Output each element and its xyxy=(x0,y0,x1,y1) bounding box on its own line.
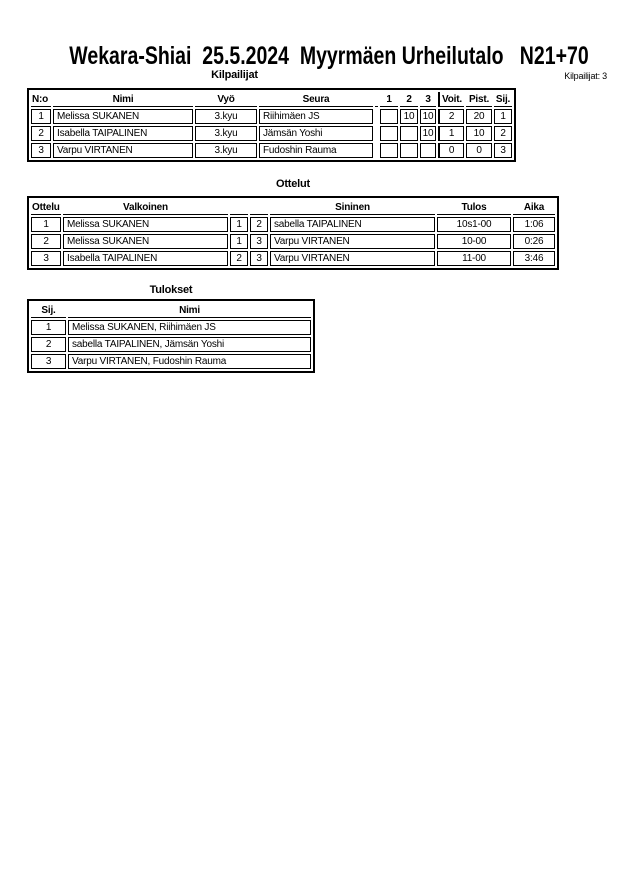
cell-belt: 3.kyu xyxy=(195,126,257,141)
matches-header-row xyxy=(31,200,555,215)
cell-r2 xyxy=(400,143,418,158)
column-header-white-no xyxy=(230,200,248,215)
column-header-name: Nimi xyxy=(68,303,311,318)
table-row xyxy=(31,109,512,124)
cell-belt: 3.kyu xyxy=(195,109,257,124)
column-header-time: Aika xyxy=(513,200,555,215)
table-row xyxy=(31,126,512,141)
cell-points: 10 xyxy=(466,126,492,141)
cell-place: 3 xyxy=(31,354,66,369)
competitor-count-label: Kilpailijat: 3 xyxy=(564,71,607,81)
column-header-no: N:o xyxy=(31,92,51,107)
cell-time: 3:46 xyxy=(513,251,555,266)
column-header-club: Seura xyxy=(259,92,373,107)
cell-wins: 1 xyxy=(438,126,464,141)
cell-r3: 10 xyxy=(420,126,436,141)
column-header-belt: Vyö xyxy=(195,92,257,107)
competitors-header-row xyxy=(31,92,512,107)
table-row xyxy=(31,234,555,249)
table-row xyxy=(31,320,311,335)
cell-r3: 10 xyxy=(420,109,436,124)
cell-no: 3 xyxy=(31,143,51,158)
table-row xyxy=(31,354,311,369)
cell-name: Isabella TAIPALINEN xyxy=(53,126,193,141)
cell-name: Varpu VIRTANEN xyxy=(53,143,193,158)
spacer-cell xyxy=(375,126,378,141)
cell-white: Melissa SUKANEN xyxy=(63,217,228,232)
cell-blue_no: 2 xyxy=(250,217,268,232)
cell-result: 10s1-00 xyxy=(437,217,511,232)
column-header-points: Pist. xyxy=(466,92,492,107)
cell-r1 xyxy=(380,143,398,158)
cell-white_no: 2 xyxy=(230,251,248,266)
header-spacer xyxy=(375,92,378,107)
cell-time: 0:26 xyxy=(513,234,555,249)
cell-time: 1:06 xyxy=(513,217,555,232)
table-row xyxy=(31,251,555,266)
results-table xyxy=(27,299,315,373)
cell-no: 1 xyxy=(31,217,61,232)
column-header-place: Sij. xyxy=(494,92,512,107)
results-header-row xyxy=(31,303,311,318)
competitors-table xyxy=(27,88,516,162)
cell-wins: 0 xyxy=(438,143,464,158)
table-row xyxy=(31,337,311,352)
cell-place: 3 xyxy=(494,143,512,158)
cell-no: 2 xyxy=(31,234,61,249)
section-title-results: Tulokset xyxy=(149,284,193,296)
cell-no: 3 xyxy=(31,251,61,266)
table-row xyxy=(31,143,512,158)
cell-white_no: 1 xyxy=(230,234,248,249)
cell-wins: 2 xyxy=(438,109,464,124)
column-header-place: Sij. xyxy=(31,303,66,318)
cell-place: 2 xyxy=(494,126,512,141)
cell-blue_no: 3 xyxy=(250,234,268,249)
spacer-cell xyxy=(375,109,378,124)
cell-blue: Varpu VIRTANEN xyxy=(270,234,435,249)
table-row xyxy=(31,217,555,232)
cell-place: 1 xyxy=(31,320,66,335)
cell-no: 2 xyxy=(31,126,51,141)
column-header-round3: 3 xyxy=(420,92,436,107)
cell-name: Melissa SUKANEN xyxy=(53,109,193,124)
cell-white: Isabella TAIPALINEN xyxy=(63,251,228,266)
cell-place: 2 xyxy=(31,337,66,352)
cell-r2: 10 xyxy=(400,109,418,124)
cell-place: 1 xyxy=(494,109,512,124)
cell-belt: 3.kyu xyxy=(195,143,257,158)
column-header-wins: Voit. xyxy=(438,92,464,107)
cell-points: 20 xyxy=(466,109,492,124)
cell-r2 xyxy=(400,126,418,141)
cell-blue_no: 3 xyxy=(250,251,268,266)
cell-points: 0 xyxy=(466,143,492,158)
column-header-blue: Sininen xyxy=(270,200,435,215)
column-header-round1: 1 xyxy=(380,92,398,107)
cell-white_no: 1 xyxy=(230,217,248,232)
cell-white: Melissa SUKANEN xyxy=(63,234,228,249)
column-header-blue-no xyxy=(250,200,268,215)
cell-club: Fudoshin Rauma xyxy=(259,143,373,158)
section-title-matches: Ottelut xyxy=(275,178,311,190)
matches-table xyxy=(27,196,559,270)
page-title: Wekara-Shiai 25.5.2024 Myyrmäen Urheilutalo N21+70 xyxy=(69,42,589,70)
spacer-cell xyxy=(375,143,378,158)
cell-r3 xyxy=(420,143,436,158)
cell-blue: Varpu VIRTANEN xyxy=(270,251,435,266)
column-header-round2: 2 xyxy=(400,92,418,107)
cell-result: 11-00 xyxy=(437,251,511,266)
cell-r1 xyxy=(380,126,398,141)
column-header-white: Valkoinen xyxy=(63,200,228,215)
cell-name: Varpu VIRTANEN, Fudoshin Rauma xyxy=(68,354,311,369)
cell-club: Riihimäen JS xyxy=(259,109,373,124)
cell-no: 1 xyxy=(31,109,51,124)
cell-club: Jämsän Yoshi xyxy=(259,126,373,141)
cell-r1 xyxy=(380,109,398,124)
cell-result: 10-00 xyxy=(437,234,511,249)
cell-name: Melissa SUKANEN, Riihimäen JS xyxy=(68,320,311,335)
section-title-competitors: Kilpailijat xyxy=(211,69,258,81)
column-header-match-no: Ottelu xyxy=(31,200,61,215)
column-header-name: Nimi xyxy=(53,92,193,107)
cell-blue: sabella TAIPALINEN xyxy=(270,217,435,232)
column-header-result: Tulos xyxy=(437,200,511,215)
cell-name: sabella TAIPALINEN, Jämsän Yoshi xyxy=(68,337,311,352)
